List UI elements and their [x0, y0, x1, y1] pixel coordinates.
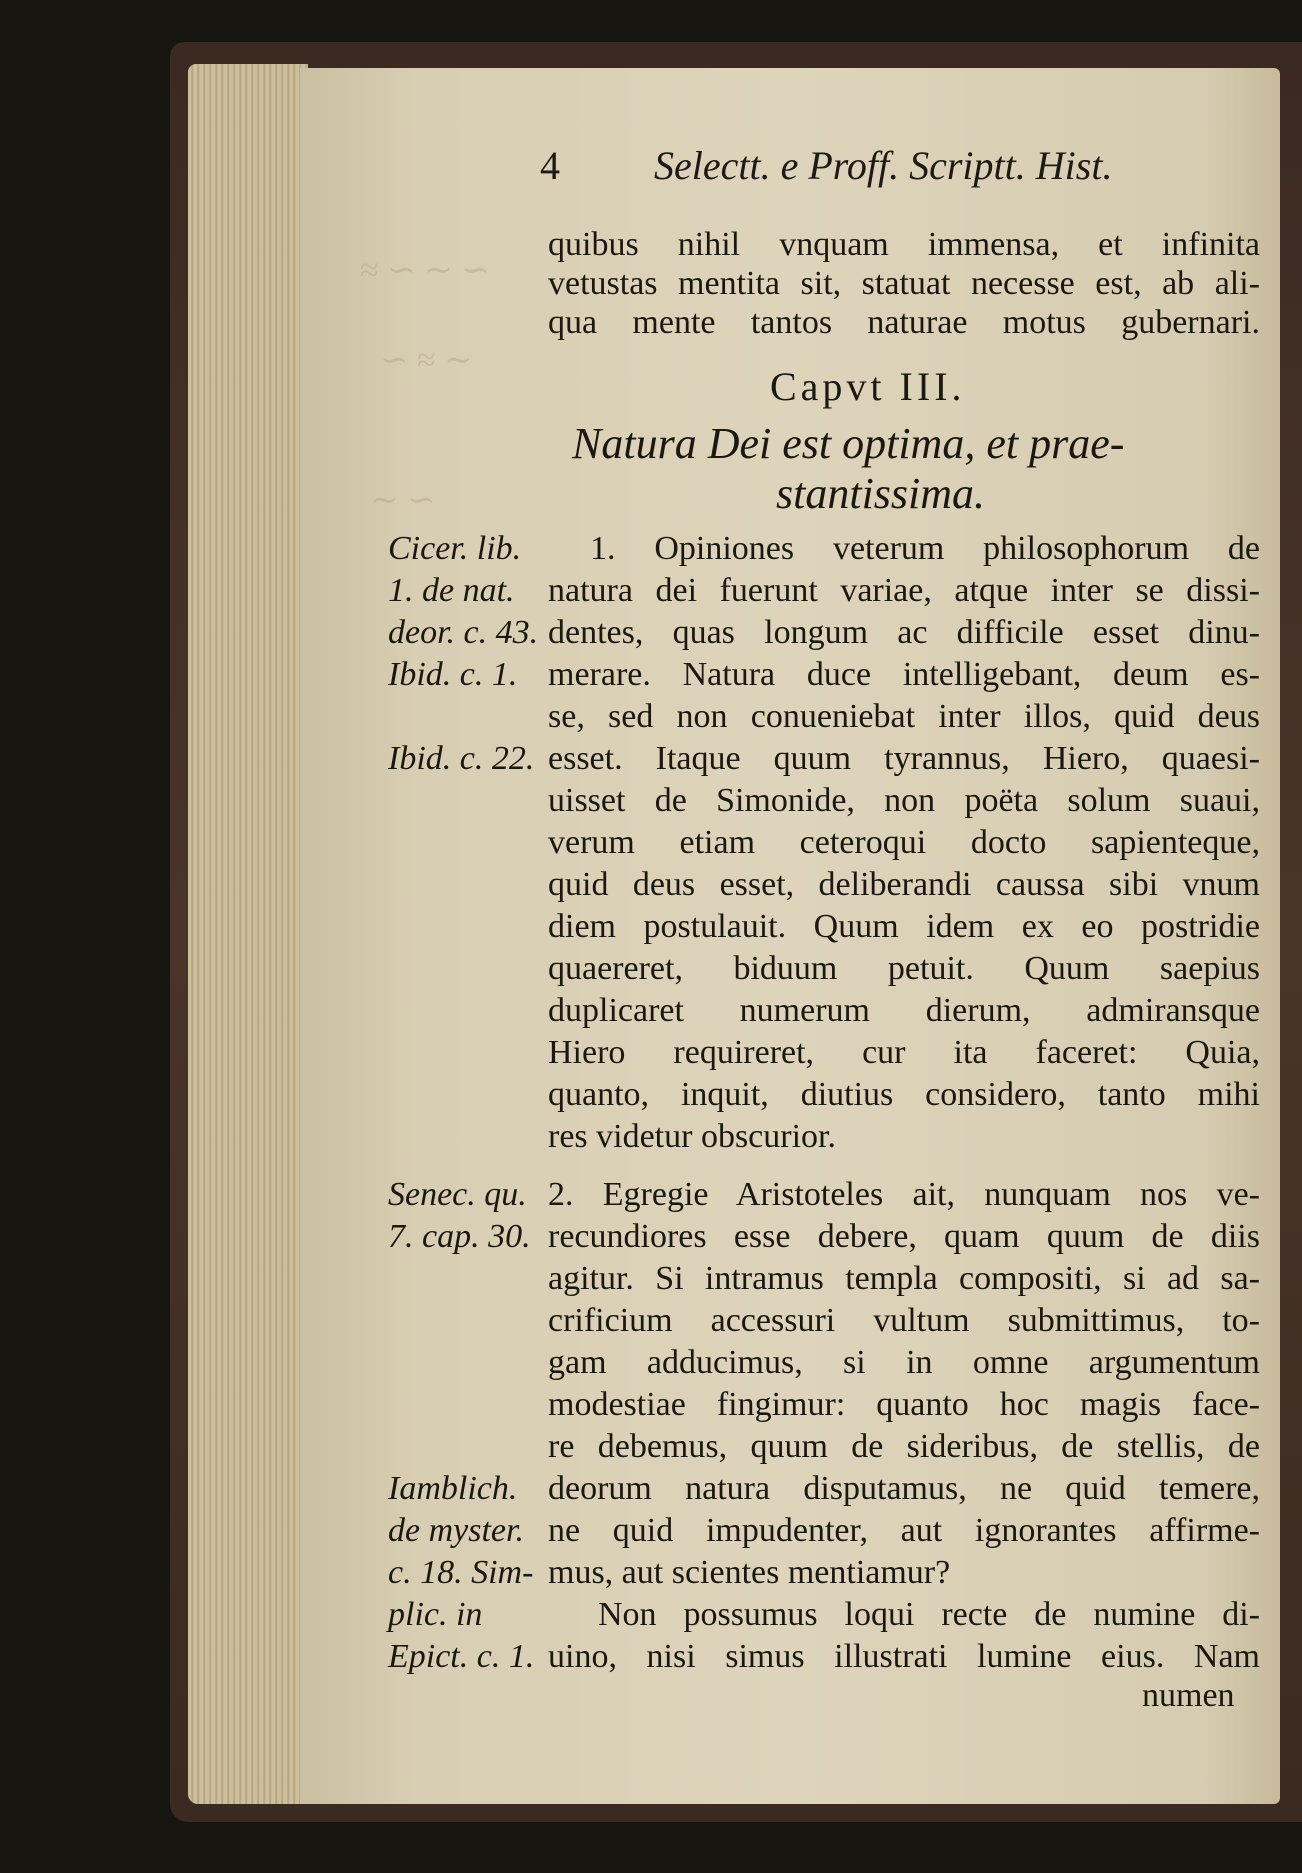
text-line: merare. Natura duce intelligebant, deum es- [548, 656, 1260, 693]
marginal-note: c. 18. Sim- [388, 1554, 534, 1591]
text-line: verum etiam ceteroqui docto sapienteque, [548, 824, 1260, 861]
marginal-note: de myster. [388, 1512, 524, 1549]
text-line: agitur. Si intramus templa compositi, si ad sa- [548, 1260, 1260, 1297]
text-line: recundiores esse debere, quam quum de diis [548, 1218, 1260, 1255]
text-line: gam adducimus, si in omne argumentum [548, 1344, 1260, 1381]
text-line: Hiero requireret, cur ita faceret: Quia, [548, 1034, 1260, 1071]
text-line: 1. Opiniones veterum philosophorum de [590, 530, 1260, 567]
marginal-note: 7. cap. 30. [388, 1218, 531, 1255]
text-line: quibus nihil vnquam immensa, et infinita [548, 226, 1260, 263]
text-line: ne quid impudenter, aut ignorantes affirme- [548, 1512, 1260, 1549]
marginal-note: deor. c. 43. [388, 614, 539, 651]
chapter-title-line: stantissima. [776, 469, 986, 518]
page-edges [188, 64, 308, 1804]
text-line: Non possumus loqui recte de numine di- [598, 1596, 1260, 1633]
text-line: vetustas mentita sit, statuat necesse est, ab ali- [548, 265, 1260, 302]
chapter-heading: Capvt III. [770, 364, 966, 409]
text-line: 2. Egregie Aristoteles ait, nunquam nos ve- [548, 1176, 1260, 1213]
marginal-note: Senec. qu. [388, 1176, 527, 1213]
text-line: mus, aut scientes mentiamur? [548, 1554, 951, 1591]
text-line: quanto, inquit, diutius considero, tanto mihi [548, 1076, 1260, 1113]
marginal-note: Epict. c. 1. [388, 1638, 535, 1675]
text-line: crificium accessuri vultum submittimus, to- [548, 1302, 1260, 1339]
text-line: modestiae fingimur: quanto hoc magis face- [548, 1386, 1260, 1423]
text-line: dentes, quas longum ac difficile esset dinu- [548, 614, 1260, 651]
text-line: diem postulauit. Quum idem ex eo postridie [548, 908, 1260, 945]
text-line: deorum natura disputamus, ne quid temere, [548, 1470, 1260, 1507]
running-title: Selectt. e Proff. Scriptt. Hist. [654, 143, 1113, 188]
text-line: se, sed non conueniebat inter illos, quid deus [548, 698, 1260, 735]
marginal-note: Cicer. lib. [388, 530, 522, 567]
bleed-through-text: ∼ ∽ [370, 482, 436, 519]
marginal-note: Ibid. c. 1. [388, 656, 518, 693]
marginal-note: Iamblich. [388, 1470, 518, 1507]
catchword: numen [1142, 1677, 1235, 1714]
marginal-note: plic. in [388, 1596, 483, 1633]
text-line: quid deus esset, deliberandi caussa sibi vnum [548, 866, 1260, 903]
text-line: qua mente tantos naturae motus gubernari. [548, 304, 1260, 341]
text-line: esset. Itaque quum tyrannus, Hiero, quaesi- [548, 740, 1260, 777]
text-line: duplicaret numerum dierum, admiransque [548, 992, 1260, 1029]
text-line: quaereret, biduum petuit. Quum saepius [548, 950, 1260, 987]
page-number: 4 [540, 143, 560, 188]
bleed-through-text: ≈ ∽ ∼ ∽ [360, 252, 490, 289]
text-line: re debemus, quum de sideribus, de stellis, de [548, 1428, 1260, 1465]
text-line: natura dei fuerunt variae, atque inter se dissi- [548, 572, 1260, 609]
text-line: uino, nisi simus illustrati lumine eius. Nam [548, 1638, 1260, 1675]
bleed-through-text: ∽ ≈ ∼ [380, 342, 473, 379]
marginal-note: Ibid. c. 22. [388, 740, 535, 777]
marginal-note: 1. de nat. [388, 572, 515, 609]
text-line: uisset de Simonide, non poëta solum suaui, [548, 782, 1260, 819]
chapter-title-line: Natura Dei est optima, et prae- [572, 419, 1125, 468]
text-line: res videtur obscurior. [548, 1118, 836, 1155]
